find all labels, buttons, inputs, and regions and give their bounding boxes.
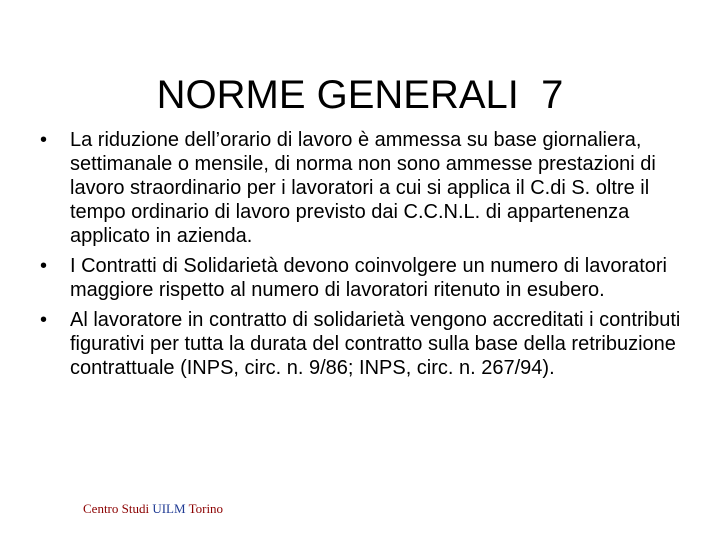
bullet-marker: • (40, 255, 48, 277)
footer-suffix: Torino (185, 501, 224, 516)
bullet-marker: • (40, 309, 48, 331)
bullet-list (40, 128, 690, 386)
footer-credit (83, 500, 223, 518)
bullet-marker: • (40, 129, 48, 151)
slide-title: NORME GENERALI 7 (156, 72, 564, 117)
bullet-text: La riduzione dell’orario di lavoro è ammessa su base giornaliera, settimanale o mensile, di norma non sono ammesse prestazioni di lavoro straordinario per i lavoratori a cui si applica il C.di S. oltre il tempo ordinario di lavoro previsto dai C.C.N.L. di appartenenza applicato in azienda. (70, 129, 656, 247)
bullet-item (40, 254, 690, 302)
bullet-item (40, 308, 690, 380)
footer-prefix: Centro Studi (83, 501, 153, 516)
bullet-text: I Contratti di Solidarietà devono coinvolgere un numero di lavoratori maggiore rispetto al numero di lavoratori ritenuto in esubero. (70, 255, 668, 301)
bullet-text: Al lavoratore in contratto di solidarietà vengono accreditati i contributi figurativi per tutta la durata del contratto sulla base della retribuzione contrattuale (INPS, circ. n. 9/86; INPS, circ. n. 267/94). (70, 309, 681, 379)
footer-highlight: UILM (152, 501, 186, 516)
bullet-item (40, 128, 690, 248)
